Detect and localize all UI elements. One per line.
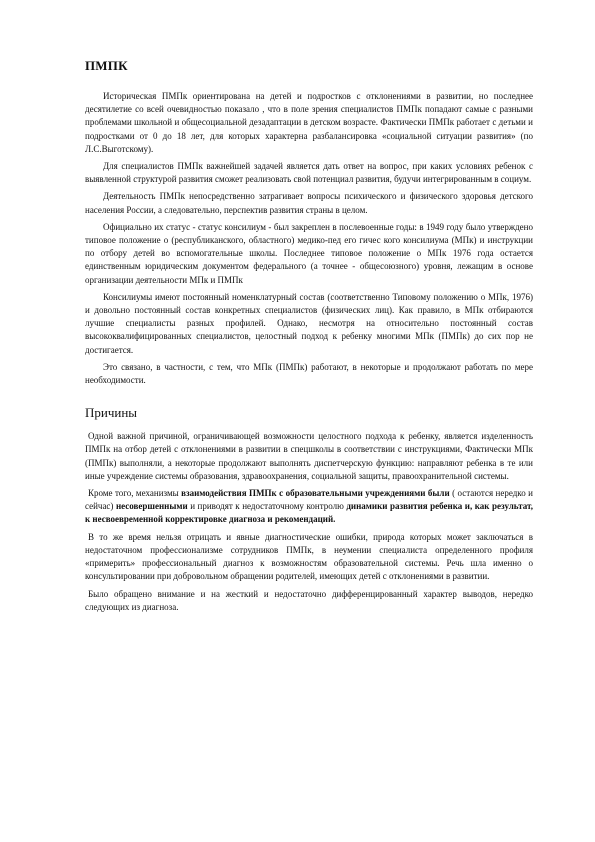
interaction-middle: и приводят к недостаточному контролю <box>187 501 347 512</box>
interaction-bold-2: несовершенными <box>115 501 188 512</box>
interaction-aside: ( остаются нередко и сейчас) <box>85 488 533 512</box>
paragraph-history <box>85 90 533 156</box>
social-situation-term: социальной ситуации развития <box>386 130 512 141</box>
interaction-bold-3: динамики развития ребенка и, как результат, к несвоевременной корректировке диагноза и рекомендаций. <box>85 501 533 525</box>
paragraph-history-text: Историческая ПМПк ориентирована на детей и подростков с отклонениями в развитии, но последнее десятилетие со всей очевидностью показало , что в поле зрения специалистов ПМПк попадают самые с разными проблемами школьной и общесоциальной дезадаптации в детском возрасте. Фактически ПМПк работает с детьми и подростками от 0 до 18 лет, для которых характерна разбалансировка « <box>85 91 533 141</box>
paragraph-staff: Консилиумы имеют постоянный номенклатурный состав (соответственно Типовому положению о МПк, 1976) и довольно постоянный состав конкретных специалистов (физических лиц). Как правило, в МПк отбираются лучшие специалисты разных профилей. Однако, несмотря на относительно постоянный состав высококвалифицированных специалистов, целостный подход к ребенку многими МПк (ПМПк) до сих пор не достигается. <box>85 291 533 355</box>
paragraph-main-task: Для специалистов ПМПк важнейшей задачей является дать ответ на вопрос, при каких условиях ребенок с выявленной структурой развития сможет реализовать свой потенциал развития, будучи интегрированным в социум. <box>85 161 533 185</box>
page-title: ПМПК <box>85 58 128 73</box>
paragraph-work-mode: Это связано, в частности, с тем, что МПк (ПМПк) работают, в некоторые и продолжают работать по мере необходимости. <box>85 361 533 386</box>
section-heading-reasons: Причины <box>85 405 138 421</box>
paragraph-official-status: Официально их статус - статус консилиум - был закреплен в послевоенные годы: в 1949 году было утверждено типовое положение о (республиканского, областного) медико-пед его гичес кого консилиума (МПк) и инструкции по отбору детей во вспомогательные школы. Последнее типовое положение о МПк 1976 года остается единственным юридическим документом федерального (а точнее - общесоюзного) уровня, лежащим в основе организации деятельности МПк и ПМПк <box>85 221 533 285</box>
paragraph-reason-rigid: Было обращено внимание и на жесткий и недостаточно дифференцированный характер выводов, нередко следующих из диагноза. <box>85 588 533 612</box>
paragraph-reason-selection: Одной важной причиной, ограничивающей возможности целостного подхода к ребенку, является изделенность ПМПк на отбор детей с отклонениями в развитии в спецшколы в соответствии с инструкциями, Фактически МПк (ПМПк) выполняли, а некоторые продолжают выполнять диспетчерскую функцию: направляют ребенка в те или иные учреждение системы образования, здравоохранения, социальной защиты, правоохранительной системы. <box>85 431 533 481</box>
paragraph-reason-interaction <box>85 487 533 527</box>
paragraph-history-tail: » (по Л.С.Выготскому). <box>85 130 533 154</box>
interaction-bold-1: взаимодействия ПМПк с образовательными учреждениями были <box>181 488 450 499</box>
interaction-intro: Кроме того, механизмы <box>88 488 182 499</box>
paragraph-reason-errors: В то же время нельзя отрицать и явные диагностические ошибки, природа которых может заключаться в недостаточном профессионализме сотрудников ПМПк, в неумении специалиста определенного профиля «примерить» профессиональный диагноз к возможностям образовательной системы. Речь шла именно о консультировании при добровольном обращении родителей, имеющих детей с отклонениями в развитии. <box>85 531 533 582</box>
paragraph-health: Деятельность ПМПк непосредственно затрагивает вопросы психического и физического здоровья детского населения России, а следовательно, перспектив развития страны в целом. <box>85 191 533 215</box>
